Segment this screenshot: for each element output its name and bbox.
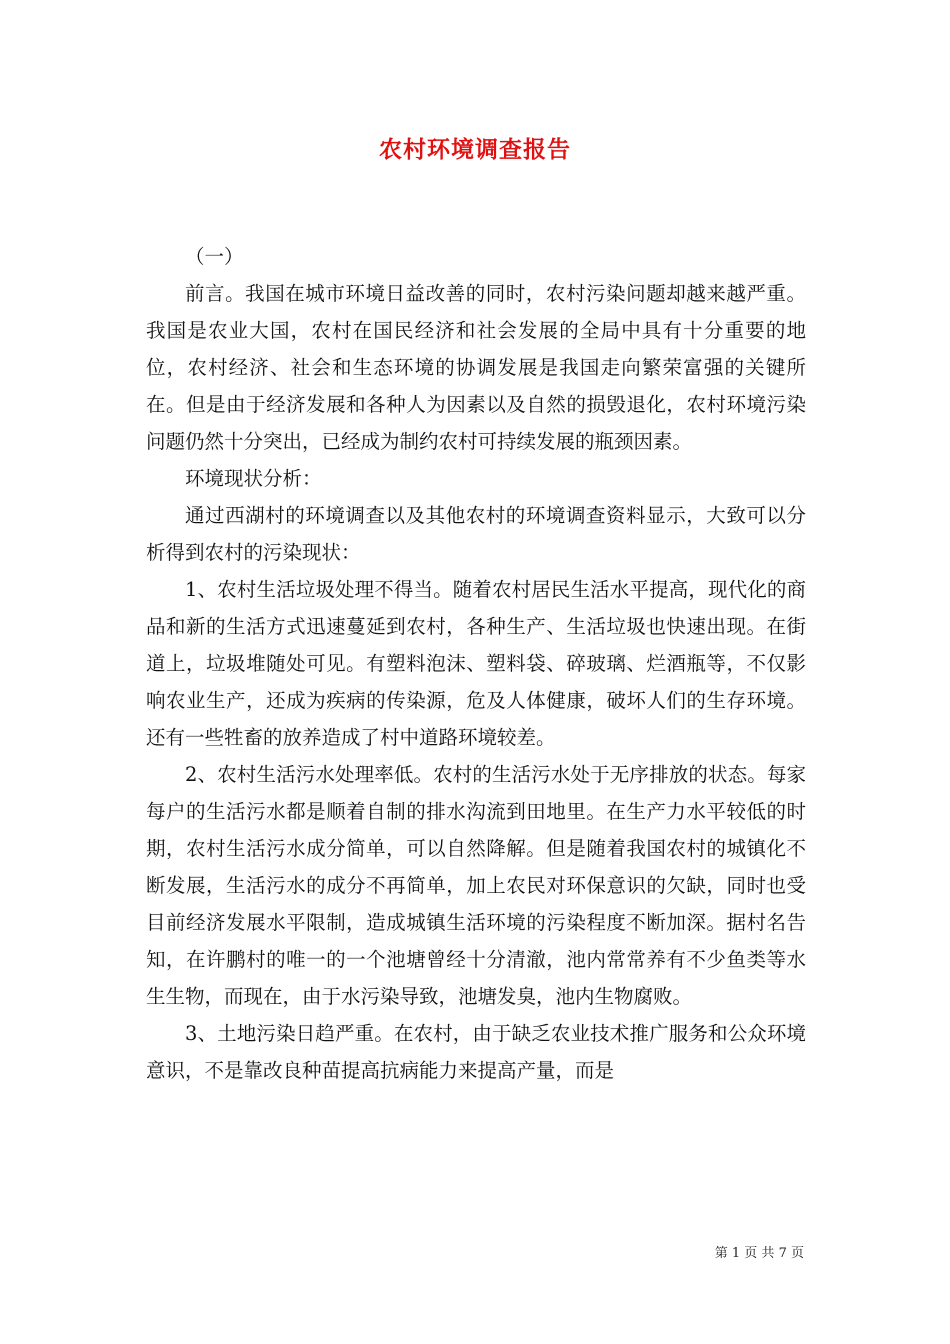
paragraph-point-1: 1、农村生活垃圾处理不得当。随着农村居民生活水平提高，现代化的商品和新的生活方式迅速蔓延到农村，各种生产、生活垃圾也快速出现。在街道上，垃圾堆随处可见。有塑料泡沫、塑料袋、碎玻璃、烂酒瓶等，不仅影响农业生产，还成为疾病的传染源，危及人体健康，破坏人们的生存环境。还有一些牲畜的放养造成了村中道路环境较差。 <box>146 578 806 749</box>
paragraph-intro: 通过西湖村的环境调查以及其他农村的环境调查资料显示，大致可以分析得到农村的污染现状： <box>146 504 806 564</box>
page-number-footer <box>715 1245 804 1263</box>
document-title: 农村环境调查报告 <box>379 136 571 163</box>
paragraph-point-3: 3、土地污染日趋严重。在农村，由于缺乏农业技术推广服务和公众环境意识，不是靠改良种苗提高抗病能力来提高产量，而是 <box>146 1022 806 1082</box>
footer-current-page: 1 <box>731 1246 741 1261</box>
section-heading: 环境现状分析： <box>185 467 322 490</box>
footer-total-pages: 7 <box>778 1246 787 1261</box>
document-body <box>146 238 806 1089</box>
footer-suffix: 页 <box>790 1246 804 1261</box>
section-marker: （一） <box>185 245 244 268</box>
footer-prefix: 第 <box>714 1246 728 1261</box>
paragraph-preface: 前言。我国在城市环境日益改善的同时，农村污染问题却越来越严重。我国是农业大国，农村在国民经济和社会发展的全局中具有十分重要的地位，农村经济、社会和生态环境的协调发展是我国走向繁荣富强的关键所在。但是由于经济发展和各种人为因素以及自然的损毁退化，农村环境污染问题仍然十分突出，已经成为制约农村可持续发展的瓶颈因素。 <box>146 282 806 453</box>
footer-middle: 页 共 <box>744 1246 775 1261</box>
paragraph-point-2: 2、农村生活污水处理率低。农村的生活污水处于无序排放的状态。每家每户的生活污水都是顺着自制的排水沟流到田地里。在生产力水平较低的时期，农村生活污水成分简单，可以自然降解。但是随着我国农村的城镇化不断发展，生活污水的成分不再简单，加上农民对环保意识的欠缺，同时也受目前经济发展水平限制，造成城镇生活环境的污染程度不断加深。据村名告知，在许鹏村的唯一的一个池塘曾经十分清澈，池内常常养有不少鱼类等水生生物，而现在，由于水污染导致，池塘发臭，池内生物腐败。 <box>146 763 806 1008</box>
